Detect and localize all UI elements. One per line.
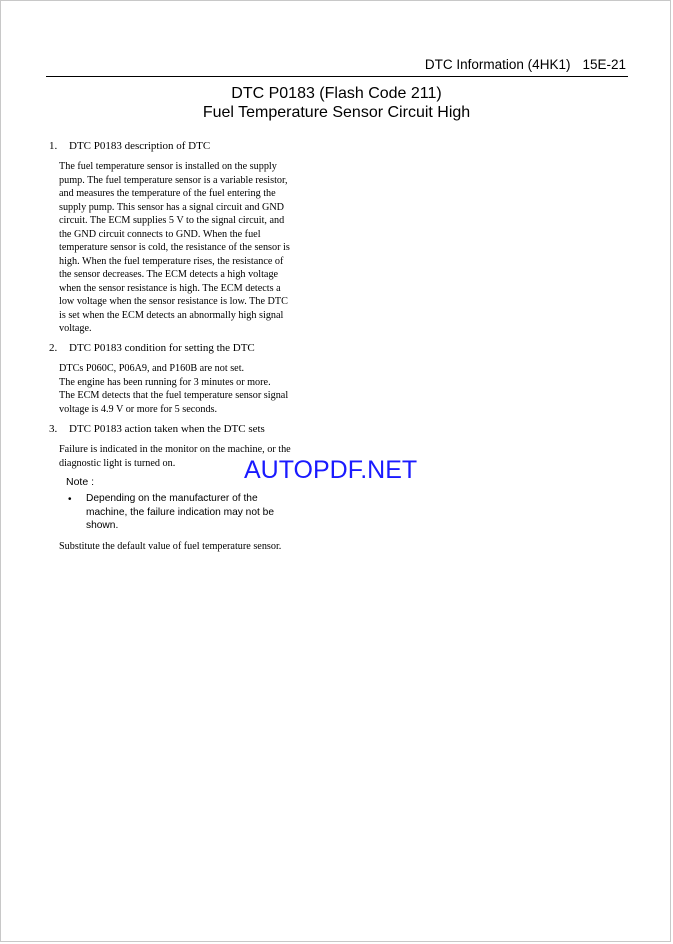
text-line: the GND circuit connects to GND. When the fuel (59, 228, 261, 240)
text-line: The fuel temperature sensor is installed on the supply (59, 161, 277, 172)
section-heading-text: DTC P0183 condition for setting the DTC (69, 342, 255, 354)
section-3-heading (49, 423, 265, 435)
section-heading-text: DTC P0183 action taken when the DTC sets (69, 423, 265, 435)
text-line: Failure is indicated in the monitor on the machine, or the (59, 444, 291, 455)
closing-paragraph (59, 540, 321, 554)
text-line: Depending on the manufacturer of the (86, 493, 258, 504)
text-line: and measures the temperature of the fuel entering the (59, 188, 276, 199)
header-page-number: 15E-21 (582, 57, 626, 72)
text-line: is set when the ECM detects an abnormally high signal (59, 309, 284, 321)
section-heading-text: DTC P0183 description of DTC (69, 140, 211, 152)
title-line-2: Fuel Temperature Sensor Circuit High (202, 104, 471, 121)
text-line: low voltage when the sensor resistance is low. The DTC (59, 296, 288, 307)
text-line: DTCs P060C, P06A9, and P160B are not set. (59, 363, 245, 374)
title-line-1: DTC P0183 (Flash Code 211) (231, 85, 442, 102)
text-line: diagnostic light is turned on. (59, 457, 176, 469)
text-line: when the sensor resistance is high. The ECM detects a (59, 282, 281, 294)
text-line: voltage is 4.9 V or more for 5 seconds. (59, 403, 218, 415)
section-number: 1. (49, 140, 58, 152)
section-2-heading (49, 342, 255, 354)
header-section: DTC Information (4HK1) (424, 57, 571, 72)
text-line: pump. The fuel temperature sensor is a variable resistor, (59, 174, 288, 186)
watermark-link[interactable]: AUTOPDF.NET (244, 456, 418, 484)
note-label: Note : (66, 476, 95, 488)
text-line: circuit. The ECM supplies 5 V to the signal circuit, and (59, 215, 285, 226)
text-line: machine, the failure indication may not be (86, 506, 275, 518)
note-bullet-text (86, 492, 326, 533)
text-line: supply pump. This sensor has a signal circuit and GND (59, 201, 285, 213)
text-line: Substitute the default value of fuel temperature sensor. (59, 541, 282, 552)
text-line: voltage. (59, 323, 92, 334)
text-line: temperature sensor is cold, the resistance of the sensor is (59, 242, 290, 253)
section-1-body (59, 160, 321, 336)
section-number: 3. (49, 423, 58, 435)
bullet-icon: • (68, 494, 72, 505)
section-2-body (59, 362, 321, 416)
text-line: high. When the fuel temperature rises, the resistance of (59, 255, 284, 267)
text-line: The engine has been running for 3 minutes or more. (59, 376, 271, 388)
text-line: The ECM detects that the fuel temperature sensor signal (59, 390, 289, 401)
header-text (425, 57, 626, 72)
section-1-heading (49, 140, 210, 152)
section-number: 2. (49, 342, 58, 354)
text-line: shown. (86, 520, 119, 531)
text-line: the sensor decreases. The ECM detects a high voltage (59, 269, 279, 280)
page-header (46, 57, 628, 77)
